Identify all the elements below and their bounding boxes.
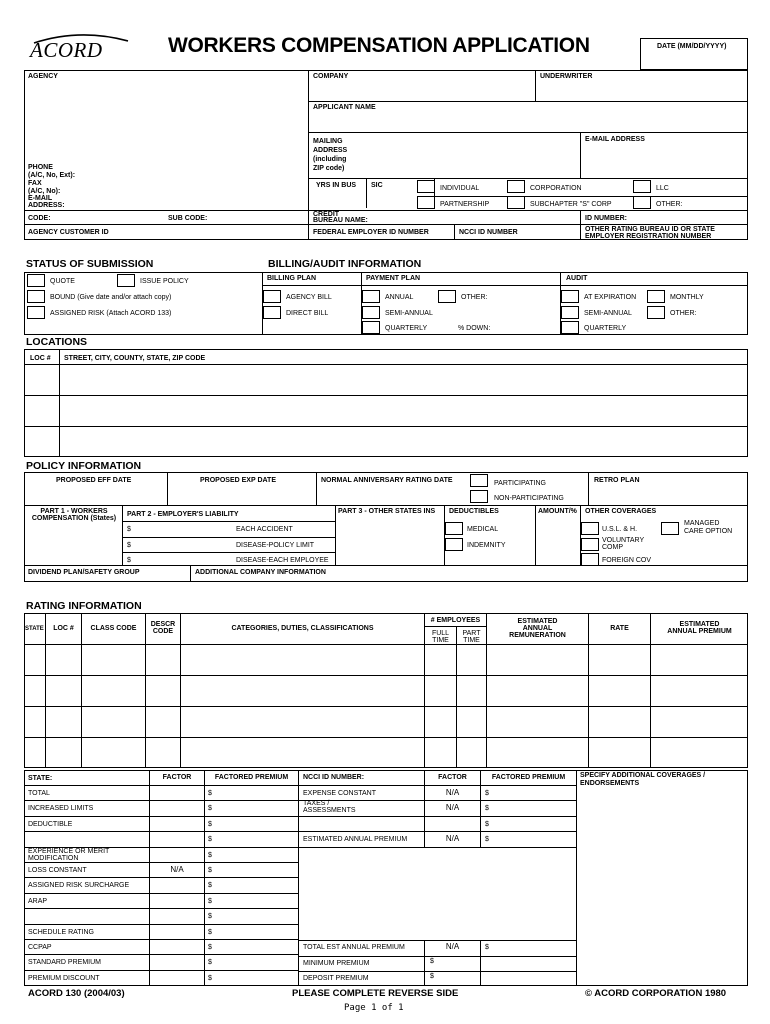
payment-plan-label: PAYMENT PLAN	[366, 275, 421, 282]
indemnity-label: INDEMNITY	[467, 542, 506, 549]
ush-label: U.S.L. & H.	[602, 526, 638, 533]
audit-quarterly-checkbox[interactable]	[561, 321, 579, 334]
prem-state-label: STATE:	[28, 775, 53, 782]
remuneration-header-2: ANNUAL	[522, 625, 553, 632]
entity-other-checkbox[interactable]	[633, 196, 651, 209]
ncci-id-label: NCCI ID NUMBER	[459, 229, 518, 236]
at-expiration-checkbox[interactable]	[561, 290, 579, 303]
email-address-label: E-MAIL ADDRESS	[585, 136, 645, 143]
non-participating-label: NON-PARTICIPATING	[494, 495, 564, 502]
date-field[interactable]	[640, 38, 748, 70]
partnership-checkbox[interactable]	[417, 196, 435, 209]
premium-row-divider	[24, 862, 298, 863]
descr-col-header-2: CODE	[152, 628, 174, 635]
loc-col-header: LOC #	[30, 355, 51, 362]
rate-col-header: RATE	[610, 625, 629, 632]
medical-label: MEDICAL	[467, 526, 499, 533]
premium-row-label-2: MODIFICATION	[28, 854, 79, 862]
ush-checkbox[interactable]	[581, 522, 599, 535]
semi-annual-checkbox[interactable]	[362, 306, 380, 319]
id-number-label: ID NUMBER:	[585, 215, 627, 222]
premium-row-dollar: $	[208, 790, 212, 797]
other-coverages-label: OTHER COVERAGES	[585, 508, 657, 515]
deposit-premium-label: DEPOSIT PREMIUM	[303, 975, 369, 982]
part3-label: PART 3 - OTHER STATES INS	[338, 508, 436, 515]
locations-heading: LOCATIONS	[26, 336, 88, 348]
payment-other-label: OTHER:	[461, 294, 488, 301]
street-col-header: STREET, CITY, COUNTY, STATE, ZIP CODE	[64, 355, 206, 362]
audit-semi-annual-checkbox[interactable]	[561, 306, 579, 319]
premium-row-dollar: $	[208, 836, 212, 844]
rating-heading: RATING INFORMATION	[26, 600, 142, 612]
logo-text: ACORD	[30, 38, 103, 62]
deductibles-label: DEDUCTIBLES	[449, 508, 499, 515]
full-time-header-2: TIME	[432, 637, 449, 644]
dividend-label: DIVIDEND PLAN/SAFETY GROUP	[28, 569, 140, 576]
premium-row-label: LOSS CONSTANT	[28, 867, 87, 874]
company-label: COMPANY	[313, 73, 349, 80]
est-annual-premium-label: ESTIMATED ANNUAL PREMIUM	[303, 836, 408, 843]
quote-label: QUOTE	[50, 278, 75, 285]
direct-bill-checkbox[interactable]	[263, 306, 281, 319]
premium-row-divider	[24, 908, 298, 909]
participating-label: PARTICIPATING	[494, 480, 546, 487]
deposit-premium-dollar: $	[430, 973, 434, 980]
premium-row-divider	[24, 970, 298, 971]
managed-care-label-1: MANAGED	[684, 520, 720, 527]
total-est-premium-dollar: $	[485, 944, 489, 951]
agency-bill-label: AGENCY BILL	[286, 294, 332, 301]
remuneration-header-1: ESTIMATED	[517, 618, 558, 625]
indemnity-checkbox[interactable]	[445, 538, 463, 551]
page-number: Page 1 of 1	[344, 1003, 404, 1013]
monthly-label: MONTHLY	[670, 294, 704, 301]
prem-factor-header: FACTOR	[162, 774, 192, 781]
premium-row-dollar: $	[208, 928, 212, 936]
monthly-checkbox[interactable]	[647, 290, 665, 303]
premium-row-label: ASSIGNED RISK SURCHARGE	[28, 882, 130, 890]
part-time-header-2: TIME	[463, 637, 480, 644]
each-employee-label: DISEASE-EACH EMPLOYEE	[236, 557, 329, 564]
premium-row-dollar: $	[208, 820, 212, 828]
foreign-cov-label: FOREIGN COV	[602, 557, 652, 564]
dollar-policy-limit: $	[127, 542, 131, 549]
policy-heading: POLICY INFORMATION	[26, 460, 142, 472]
total-est-premium-label: TOTAL EST ANNUAL PREMIUM	[303, 944, 405, 951]
individual-checkbox[interactable]	[417, 180, 435, 193]
premium-row-divider	[24, 893, 298, 894]
premium-row-dollar: $	[208, 867, 212, 874]
llc-label: LLC	[656, 185, 669, 192]
form-number: ACORD 130 (2004/03)	[28, 988, 125, 999]
each-accident-label: EACH ACCIDENT	[236, 526, 293, 533]
dollar-each-employee: $	[127, 557, 131, 564]
copyright: © ACORD CORPORATION 1980	[585, 988, 727, 999]
expense-constant-na: N/A	[445, 788, 460, 797]
part1-label-2: COMPENSATION (States)	[31, 515, 117, 522]
premium-row-dollar: $	[208, 897, 212, 905]
prem-factor2-header: FACTOR	[438, 774, 467, 781]
premium-header-2: ANNUAL PREMIUM	[667, 628, 732, 635]
quarterly-label: QUARTERLY	[385, 325, 428, 332]
premium-row-label: DEDUCTIBLE	[28, 820, 73, 828]
state-col-header: STATE	[25, 626, 44, 632]
yrs-in-bus-label: YRS IN BUS	[316, 182, 357, 189]
mailing-label-4: ZIP code)	[313, 165, 345, 172]
specify-coverages-label-2: ENDORSEMENTS	[580, 780, 640, 787]
part1-label-1: PART 1 - WORKERS	[40, 508, 108, 515]
audit-other-checkbox[interactable]	[647, 306, 665, 319]
voluntary-label-2: COMP	[602, 544, 623, 551]
at-expiration-label: AT EXPIRATION	[584, 294, 637, 301]
premium-row-divider	[24, 924, 298, 925]
status-heading: STATUS OF SUBMISSION	[26, 258, 154, 270]
managed-care-label-2: CARE OPTION	[684, 528, 733, 535]
premium-row-label: INCREASED LIMITS	[28, 805, 94, 813]
est-annual-premium-na: N/A	[445, 834, 460, 843]
quarterly-checkbox[interactable]	[362, 321, 380, 334]
employees-col-header: # EMPLOYEES	[430, 617, 481, 624]
exp-date-label: PROPOSED EXP DATE	[200, 477, 276, 484]
premium-row-label: TOTAL	[28, 790, 50, 797]
billing-plan-label: BILLING PLAN	[267, 275, 316, 282]
premium-row-divider	[24, 831, 298, 832]
specify-coverages-label-1: SPECIFY ADDITIONAL COVERAGES /	[580, 772, 706, 779]
agency-customer-id-label: AGENCY CUSTOMER ID	[28, 229, 109, 236]
other-rating-label-1: OTHER RATING BUREAU ID OR STATE	[585, 226, 715, 233]
eff-date-label: PROPOSED EFF DATE	[56, 477, 132, 484]
mailing-label-1: MAILING	[313, 138, 343, 145]
pct-down-label: % DOWN:	[458, 325, 491, 332]
phone-sub-label: (A/C, No, Ext):	[28, 172, 76, 179]
llc-checkbox[interactable]	[633, 180, 651, 193]
categories-col-header: CATEGORIES, DUTIES, CLASSIFICATIONS	[231, 625, 374, 632]
voluntary-label-1: VOLUNTARY	[602, 537, 645, 544]
part2-label: PART 2 - EMPLOYER'S LIABILITY	[127, 511, 239, 518]
date-label: DATE (MM/DD/YYYY)	[657, 43, 727, 50]
annual-checkbox[interactable]	[362, 290, 380, 303]
issue-policy-label: ISSUE POLICY	[140, 278, 189, 285]
audit-label: AUDIT	[566, 275, 588, 282]
agency-block	[24, 70, 748, 240]
premium-row-divider	[24, 954, 298, 955]
underwriter-label: UNDERWRITER	[540, 73, 593, 80]
payment-other-checkbox[interactable]	[438, 290, 456, 303]
fax-sub-label: (A/C, No):	[28, 188, 61, 195]
billing-heading: BILLING/AUDIT INFORMATION	[268, 258, 422, 270]
individual-label: INDIVIDUAL	[440, 185, 480, 192]
total-est-premium-na: N/A	[445, 942, 460, 951]
retro-plan-label: RETRO PLAN	[594, 477, 640, 484]
premium-row-label: STANDARD PREMIUM	[28, 959, 101, 967]
premium-row-dollar: $	[208, 974, 212, 982]
foreign-cov-checkbox[interactable]	[581, 553, 599, 566]
deductible-right-dollar: $	[485, 821, 489, 828]
participating-checkbox[interactable]	[470, 474, 488, 487]
full-time-header-1: FULL	[431, 630, 450, 637]
corporation-label: CORPORATION	[530, 185, 582, 192]
premium-row-label: SCHEDULE RATING	[28, 928, 94, 936]
premium-row-dollar: $	[208, 805, 212, 813]
medical-checkbox[interactable]	[445, 522, 463, 535]
est-annual-premium-dollar: $	[485, 836, 489, 843]
anniv-date-label: NORMAL ANNIVERSARY RATING DATE	[321, 477, 453, 484]
rating-loc-col-header: LOC #	[53, 625, 74, 632]
premium-row-divider	[24, 816, 298, 817]
mailing-label-2: ADDRESS	[313, 147, 348, 154]
assigned-risk-label: ASSIGNED RISK (Attach ACORD 133)	[50, 310, 172, 317]
email-label: E-MAIL	[28, 195, 53, 202]
audit-semi-annual-label: SEMI-ANNUAL	[584, 310, 632, 317]
assigned-risk-checkbox[interactable]	[27, 306, 45, 319]
sub-code-label: SUB CODE:	[168, 215, 208, 222]
issue-policy-checkbox[interactable]	[117, 274, 135, 287]
code-label: CODE:	[28, 215, 51, 222]
mailing-label-3: (including	[313, 156, 347, 163]
taxes-label-1: TAXES /	[303, 800, 330, 807]
additional-info-label: ADDITIONAL COMPANY INFORMATION	[195, 569, 326, 576]
acord-logo	[28, 32, 132, 64]
premium-row-label: ARAP	[28, 897, 48, 905]
premium-row-dollar: $	[208, 913, 212, 921]
managed-care-checkbox[interactable]	[661, 522, 679, 535]
bound-checkbox[interactable]	[27, 290, 45, 303]
part-time-header-1: PART	[462, 630, 481, 637]
premium-row-dollar: $	[208, 959, 212, 967]
audit-quarterly-label: QUARTERLY	[584, 325, 627, 332]
premium-row-label: EXPERIENCE OR MERIT	[28, 847, 110, 855]
expense-constant-label: EXPENSE CONSTANT	[303, 790, 376, 797]
taxes-na: N/A	[445, 803, 460, 812]
remuneration-header-3: REMUNERATION	[509, 632, 566, 639]
corporation-checkbox[interactable]	[507, 180, 525, 193]
locations-table	[24, 349, 748, 457]
loss-constant-na: N/A	[170, 865, 184, 874]
fein-label: FEDERAL EMPLOYER ID NUMBER	[313, 229, 429, 236]
minimum-premium-dollar: $	[430, 958, 434, 965]
bound-label: BOUND (Give date and/or attach copy)	[50, 294, 172, 301]
premium-row-divider	[24, 877, 298, 878]
audit-other-label: OTHER:	[670, 310, 697, 317]
semi-annual-label: SEMI-ANNUAL	[385, 310, 433, 317]
non-participating-checkbox[interactable]	[470, 490, 488, 503]
complete-reverse: PLEASE COMPLETE REVERSE SIDE	[292, 988, 459, 999]
agency-bill-checkbox[interactable]	[263, 290, 281, 303]
credit-bureau-label-2: BUREAU NAME:	[313, 217, 368, 224]
quote-checkbox[interactable]	[27, 274, 45, 287]
premium-header-1: ESTIMATED	[679, 621, 720, 628]
other-rating-label-2: EMPLOYER REGISTRATION NUMBER	[585, 233, 712, 240]
voluntary-comp-checkbox[interactable]	[581, 538, 599, 551]
premium-row-divider	[24, 800, 298, 801]
premium-row-dollar: $	[208, 944, 212, 951]
premium-row-dollar: $	[208, 882, 212, 890]
premium-row-divider	[24, 939, 298, 940]
agency-label: AGENCY	[28, 73, 58, 80]
email-sub-label: ADDRESS:	[28, 202, 65, 209]
annual-label: ANNUAL	[385, 294, 414, 301]
ncci-number-label: NCCI ID NUMBER:	[303, 774, 365, 781]
premium-row-label: PREMIUM DISCOUNT	[28, 974, 100, 982]
applicant-name-label: APPLICANT NAME	[313, 104, 376, 111]
entity-other-label: OTHER:	[656, 201, 683, 208]
taxes-label-2: ASSESSMENTS	[303, 807, 356, 814]
sic-label: SIC	[371, 182, 383, 189]
premium-row-label: CCPAP	[28, 944, 52, 951]
fax-label: FAX	[28, 180, 42, 187]
amount-label: AMOUNT/%	[538, 508, 577, 515]
rating-table	[24, 613, 748, 768]
class-code-col-header: CLASS CODE	[90, 625, 137, 632]
taxes-dollar: $	[485, 805, 489, 812]
premium-row-divider	[24, 785, 298, 786]
descr-col-header-1: DESCR	[150, 621, 176, 628]
dollar-each-accident: $	[127, 526, 131, 533]
premium-row-dollar: $	[208, 851, 212, 859]
subchapter-s-label: SUBCHAPTER "S" CORP	[530, 201, 612, 208]
prem-factored-header: FACTORED PREMIUM	[214, 774, 289, 781]
policy-limit-label: DISEASE-POLICY LIMIT	[236, 542, 315, 549]
expense-constant-dollar: $	[485, 790, 489, 797]
form-title: WORKERS COMPENSATION APPLICATION	[168, 34, 590, 57]
subchapter-s-checkbox[interactable]	[507, 196, 525, 209]
minimum-premium-label: MINIMUM PREMIUM	[303, 960, 370, 967]
credit-bureau-label-1: CREDIT	[313, 211, 340, 218]
partnership-label: PARTNERSHIP	[440, 201, 490, 208]
direct-bill-label: DIRECT BILL	[286, 310, 329, 317]
phone-label: PHONE	[28, 164, 53, 171]
prem-factored2-header: FACTORED PREMIUM	[491, 774, 566, 781]
